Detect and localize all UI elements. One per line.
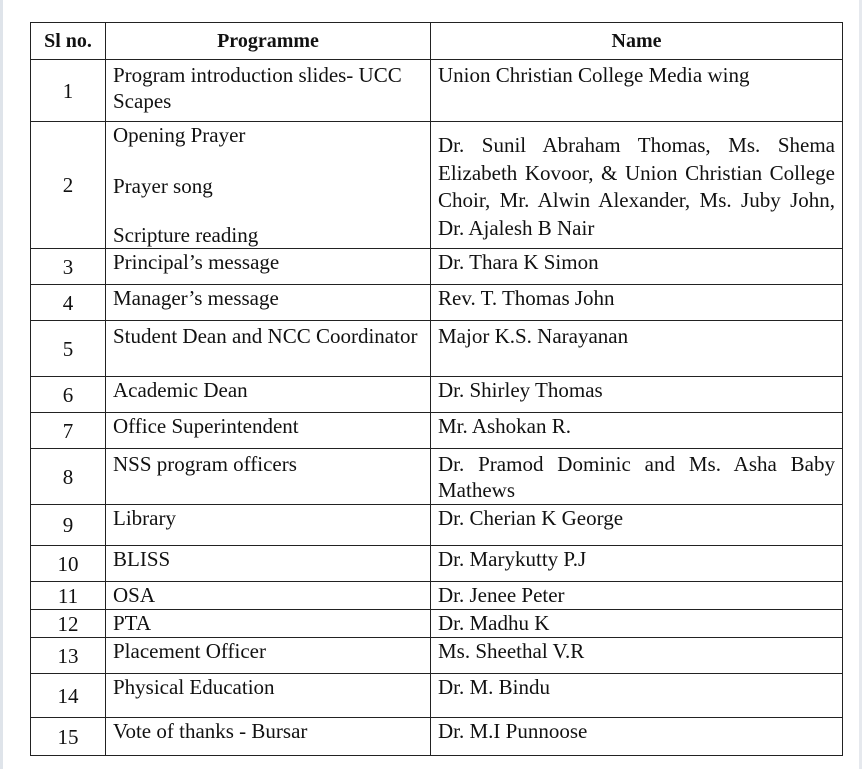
table-row xyxy=(31,718,843,756)
page-left-edge xyxy=(0,0,3,769)
row-name: Mr. Ashokan R. xyxy=(431,413,843,449)
row-programme: Office Superintendent xyxy=(106,413,431,449)
row-sl-no: 11 xyxy=(31,582,106,610)
row-sl-no: 14 xyxy=(31,674,106,718)
programme-table xyxy=(30,22,843,756)
row-name: Major K.S. Narayanan xyxy=(431,321,843,377)
row-programme: Program introduction slides- UCC Scapes xyxy=(106,60,431,122)
row-programme: Placement Officer xyxy=(106,638,431,674)
row-sl-no: 4 xyxy=(31,285,106,321)
table-row xyxy=(31,449,843,505)
table-row xyxy=(31,60,843,122)
table-row xyxy=(31,638,843,674)
programme-line-prayer-song: Prayer song xyxy=(113,174,213,198)
row-programme: OSA xyxy=(106,582,431,610)
row-sl-no: 1 xyxy=(31,60,106,122)
row-name: Dr. Pramod Dominic and Ms. Asha Baby Mathews xyxy=(431,449,843,505)
row-programme: Student Dean and NCC Coordinator xyxy=(106,321,431,377)
row-programme: Manager’s message xyxy=(106,285,431,321)
row-sl-no: 12 xyxy=(31,610,106,638)
row-programme: Academic Dean xyxy=(106,377,431,413)
row-name: Dr. Jenee Peter xyxy=(431,582,843,610)
row-programme: Vote of thanks - Bursar xyxy=(106,718,431,756)
row-name: Ms. Sheethal V.R xyxy=(431,638,843,674)
programme-line-scripture-reading: Scripture reading xyxy=(113,223,259,247)
row-name: Dr. Sunil Abraham Thomas, Ms. Shema Elizabeth Kovoor, & Union Christian College Choir, Mr. Alwin Alexander, Ms. Juby John, Dr. Ajalesh B Nair xyxy=(431,122,843,249)
table-row xyxy=(31,674,843,718)
row-sl-no: 6 xyxy=(31,377,106,413)
row-sl-no: 13 xyxy=(31,638,106,674)
table-row xyxy=(31,285,843,321)
row-sl-no: 10 xyxy=(31,546,106,582)
row-programme: BLISS xyxy=(106,546,431,582)
row-programme xyxy=(106,122,431,249)
header-sl-no: Sl no. xyxy=(31,23,106,60)
row-name: Rev. T. Thomas John xyxy=(431,285,843,321)
row-sl-no: 3 xyxy=(31,249,106,285)
header-programme: Programme xyxy=(106,23,431,60)
table-header-row xyxy=(31,23,843,60)
table-row xyxy=(31,505,843,546)
row-name: Union Christian College Media wing xyxy=(431,60,843,122)
row-programme: Library xyxy=(106,505,431,546)
row-sl-no: 15 xyxy=(31,718,106,756)
table-row xyxy=(31,321,843,377)
table-row xyxy=(31,610,843,638)
table-row xyxy=(31,249,843,285)
header-name: Name xyxy=(431,23,843,60)
table-row xyxy=(31,413,843,449)
programme-line-opening-prayer: Opening Prayer xyxy=(113,123,246,147)
row-name: Dr. Cherian K George xyxy=(431,505,843,546)
row-programme: Physical Education xyxy=(106,674,431,718)
table-row xyxy=(31,546,843,582)
row-programme: NSS program officers xyxy=(106,449,431,505)
row-name: Dr. Thara K Simon xyxy=(431,249,843,285)
row-sl-no: 2 xyxy=(31,122,106,249)
table-row xyxy=(31,377,843,413)
row-sl-no: 7 xyxy=(31,413,106,449)
row-name: Dr. Madhu K xyxy=(431,610,843,638)
row-name: Dr. Marykutty P.J xyxy=(431,546,843,582)
row-name: Dr. Shirley Thomas xyxy=(431,377,843,413)
row-name: Dr. M. Bindu xyxy=(431,674,843,718)
row-sl-no: 8 xyxy=(31,449,106,505)
table-row xyxy=(31,582,843,610)
row-programme: PTA xyxy=(106,610,431,638)
table-row xyxy=(31,122,843,249)
row-sl-no: 9 xyxy=(31,505,106,546)
row-name: Dr. M.I Punnoose xyxy=(431,718,843,756)
row-sl-no: 5 xyxy=(31,321,106,377)
row-programme: Principal’s message xyxy=(106,249,431,285)
